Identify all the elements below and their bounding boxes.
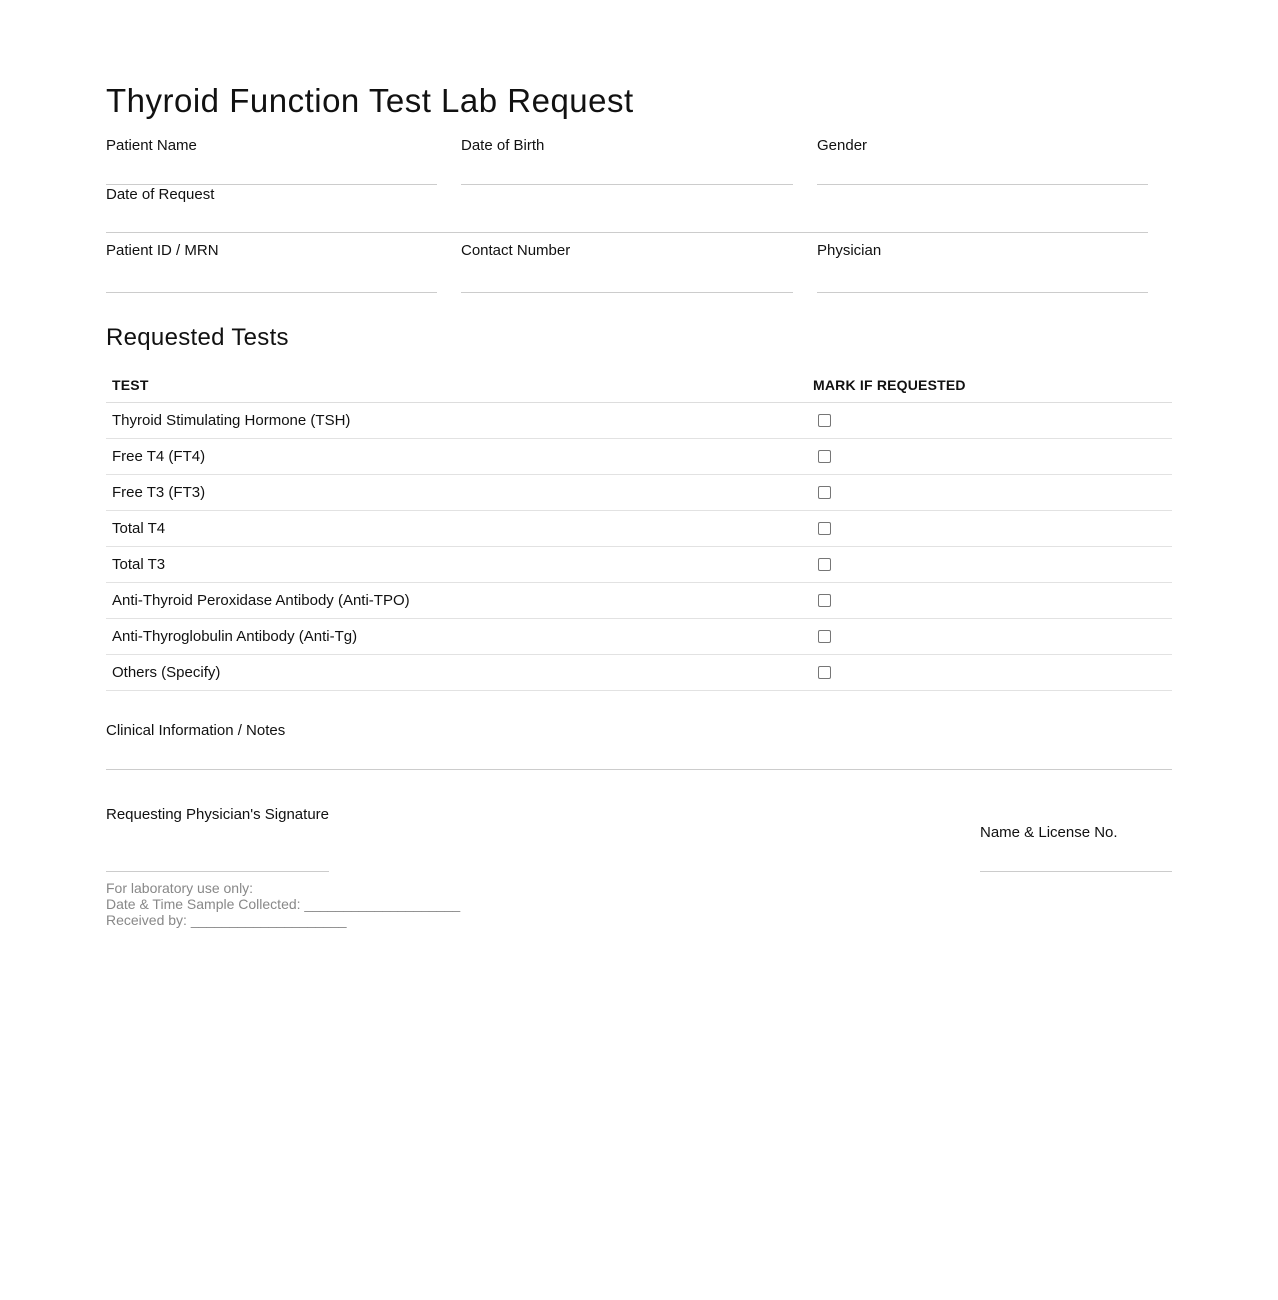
- request-checkbox[interactable]: [818, 486, 831, 499]
- mark-cell: [807, 438, 1172, 474]
- mark-cell: [807, 654, 1172, 690]
- table-row: [106, 582, 1172, 618]
- request-checkbox[interactable]: [818, 666, 831, 679]
- patient-info-grid: [106, 136, 1148, 293]
- tests-table: [106, 368, 1172, 691]
- lab-use-section: [106, 880, 460, 928]
- patient-id-field[interactable]: Patient ID / MRN: [106, 233, 437, 293]
- clinical-notes-field[interactable]: Clinical Information / Notes: [106, 722, 1172, 770]
- mark-cell: [807, 546, 1172, 582]
- test-name: Anti-Thyroglobulin Antibody (Anti-Tg): [106, 618, 807, 654]
- test-name: Thyroid Stimulating Hormone (TSH): [106, 402, 807, 438]
- physician-field[interactable]: Physician: [817, 233, 1148, 293]
- request-checkbox[interactable]: [818, 558, 831, 571]
- request-checkbox[interactable]: [818, 522, 831, 535]
- table-row: [106, 654, 1172, 690]
- mark-cell: [807, 510, 1172, 546]
- dob-field[interactable]: Date of Birth: [461, 136, 793, 185]
- patient-name-field[interactable]: Patient Name: [106, 136, 437, 185]
- table-row: [106, 510, 1172, 546]
- test-name: Total T4: [106, 510, 807, 546]
- lab-use-heading: For laboratory use only:: [106, 880, 254, 896]
- request-checkbox[interactable]: [818, 630, 831, 643]
- table-row: [106, 402, 1172, 438]
- test-column-header: TEST: [106, 368, 807, 402]
- table-row: [106, 618, 1172, 654]
- contact-number-field[interactable]: Contact Number: [461, 233, 793, 293]
- request-checkbox[interactable]: [818, 594, 831, 607]
- sample-collected-line: Date & Time Sample Collected: ____________________: [106, 896, 461, 912]
- page-title: Thyroid Function Test Lab Request: [106, 82, 634, 119]
- received-by-line: Received by: ____________________: [106, 912, 347, 928]
- gender-field[interactable]: Gender: [817, 136, 1148, 185]
- date-of-request-field[interactable]: Date of Request: [106, 185, 1148, 233]
- request-checkbox[interactable]: [818, 414, 831, 427]
- table-row: [106, 474, 1172, 510]
- mark-cell: [807, 474, 1172, 510]
- test-name: Others (Specify): [106, 654, 807, 690]
- table-row: [106, 546, 1172, 582]
- mark-cell: [807, 582, 1172, 618]
- mark-cell: [807, 618, 1172, 654]
- table-row: [106, 438, 1172, 474]
- test-name: Total T3: [106, 546, 807, 582]
- request-checkbox[interactable]: [818, 450, 831, 463]
- mark-cell: [807, 402, 1172, 438]
- name-license-field[interactable]: Name & License No.: [980, 824, 1172, 872]
- signature-field[interactable]: Requesting Physician's Signature: [106, 806, 329, 872]
- mark-column-header: MARK IF REQUESTED: [807, 368, 1172, 402]
- test-name: Free T3 (FT3): [106, 474, 807, 510]
- test-name: Free T4 (FT4): [106, 438, 807, 474]
- tests-heading: Requested Tests: [106, 324, 289, 351]
- test-name: Anti-Thyroid Peroxidase Antibody (Anti-TPO): [106, 582, 807, 618]
